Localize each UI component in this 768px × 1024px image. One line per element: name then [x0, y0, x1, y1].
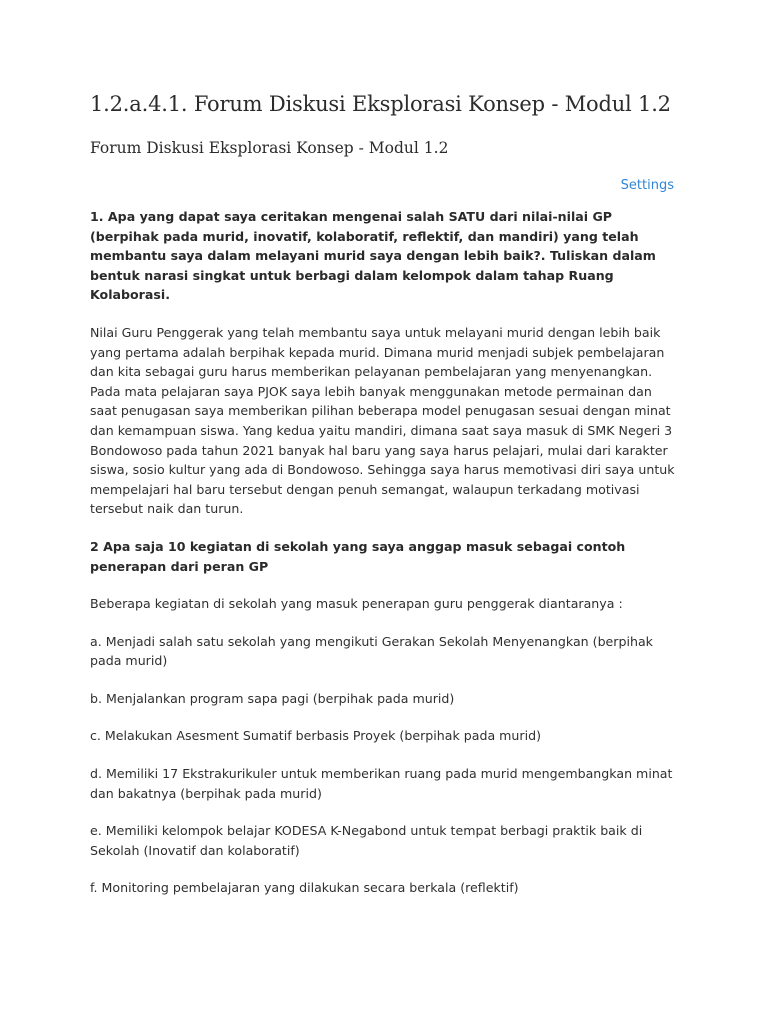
page-title: 1.2.a.4.1. Forum Diskusi Eksplorasi Konsep - Modul 1.2 [90, 92, 671, 116]
answer-2-intro: Beberapa kegiatan di sekolah yang masuk penerapan guru penggerak diantaranya : [90, 596, 623, 612]
list-item: d. Memiliki 17 Ekstrakurikuler untuk memberikan ruang pada murid mengembangkan minat dan bakatnya (berpihak pada murid) [90, 766, 673, 801]
list-item: f. Monitoring pembelajaran yang dilakukan secara berkala (reflektif) [90, 880, 519, 896]
question-1: 1. Apa yang dapat saya ceritakan mengenai salah SATU dari nilai-nilai GP (berpihak pada murid, inovatif, kolaboratif, reflektif, dan mandiri) yang telah membantu saya dalam melayani murid saya dengan lebih baik?. Tuliskan dalam bentuk narasi singkat untuk berbagi dalam kelompok dalam tahap Ruang Kolaborasi. [90, 209, 656, 303]
list-item: e. Memiliki kelompok belajar KODESA K-Negabond untuk tempat berbagi praktik baik di Sekolah (Inovatif dan kolaboratif) [90, 823, 643, 858]
question-2: 2 Apa saja 10 kegiatan di sekolah yang saya anggap masuk sebagai contoh penerapan dari peran GP [90, 538, 626, 574]
forum-subtitle: Forum Diskusi Eksplorasi Konsep - Modul 1.2 [90, 139, 449, 157]
answer-1: Nilai Guru Penggerak yang telah membantu saya untuk melayani murid dengan lebih baik yang pertama adalah berpihak kepada murid. Dimana murid menjadi subjek pembelajaran dan kita sebagai guru harus memberikan pelayanan pembelajaran yang menyenangkan. Pada mata pelajaran saya PJOK saya lebih banyak menggunakan metode permainan dan saat penugasan saya memberikan pilihan beberapa model penugasan sesuai dengan minat dan kemampuan siswa. Yang kedua yaitu mandiri, dimana saat saya masuk di SMK Negeri 3 Bondowoso pada tahun 2021 banyak hal baru yang saya harus pelajari, mulai dari karakter siswa, sosio kultur yang ada di Bondowoso. Sehingga saya harus memotivasi diri saya untuk mempelajari hal baru tersebut dengan penuh semangat, walaupun terkadang motivasi tersebut naik dan turun. [90, 324, 675, 517]
settings-link[interactable]: Settings [620, 178, 674, 193]
list-item: a. Menjadi salah satu sekolah yang mengikuti Gerakan Sekolah Menyenangkan (berpihak pada murid) [90, 633, 653, 669]
list-item: c. Melakukan Asesment Sumatif berbasis Proyek (berpihak pada murid) [90, 728, 541, 744]
list-item: b. Menjalankan program sapa pagi (berpihak pada murid) [90, 690, 455, 706]
post-content [90, 207, 680, 916]
